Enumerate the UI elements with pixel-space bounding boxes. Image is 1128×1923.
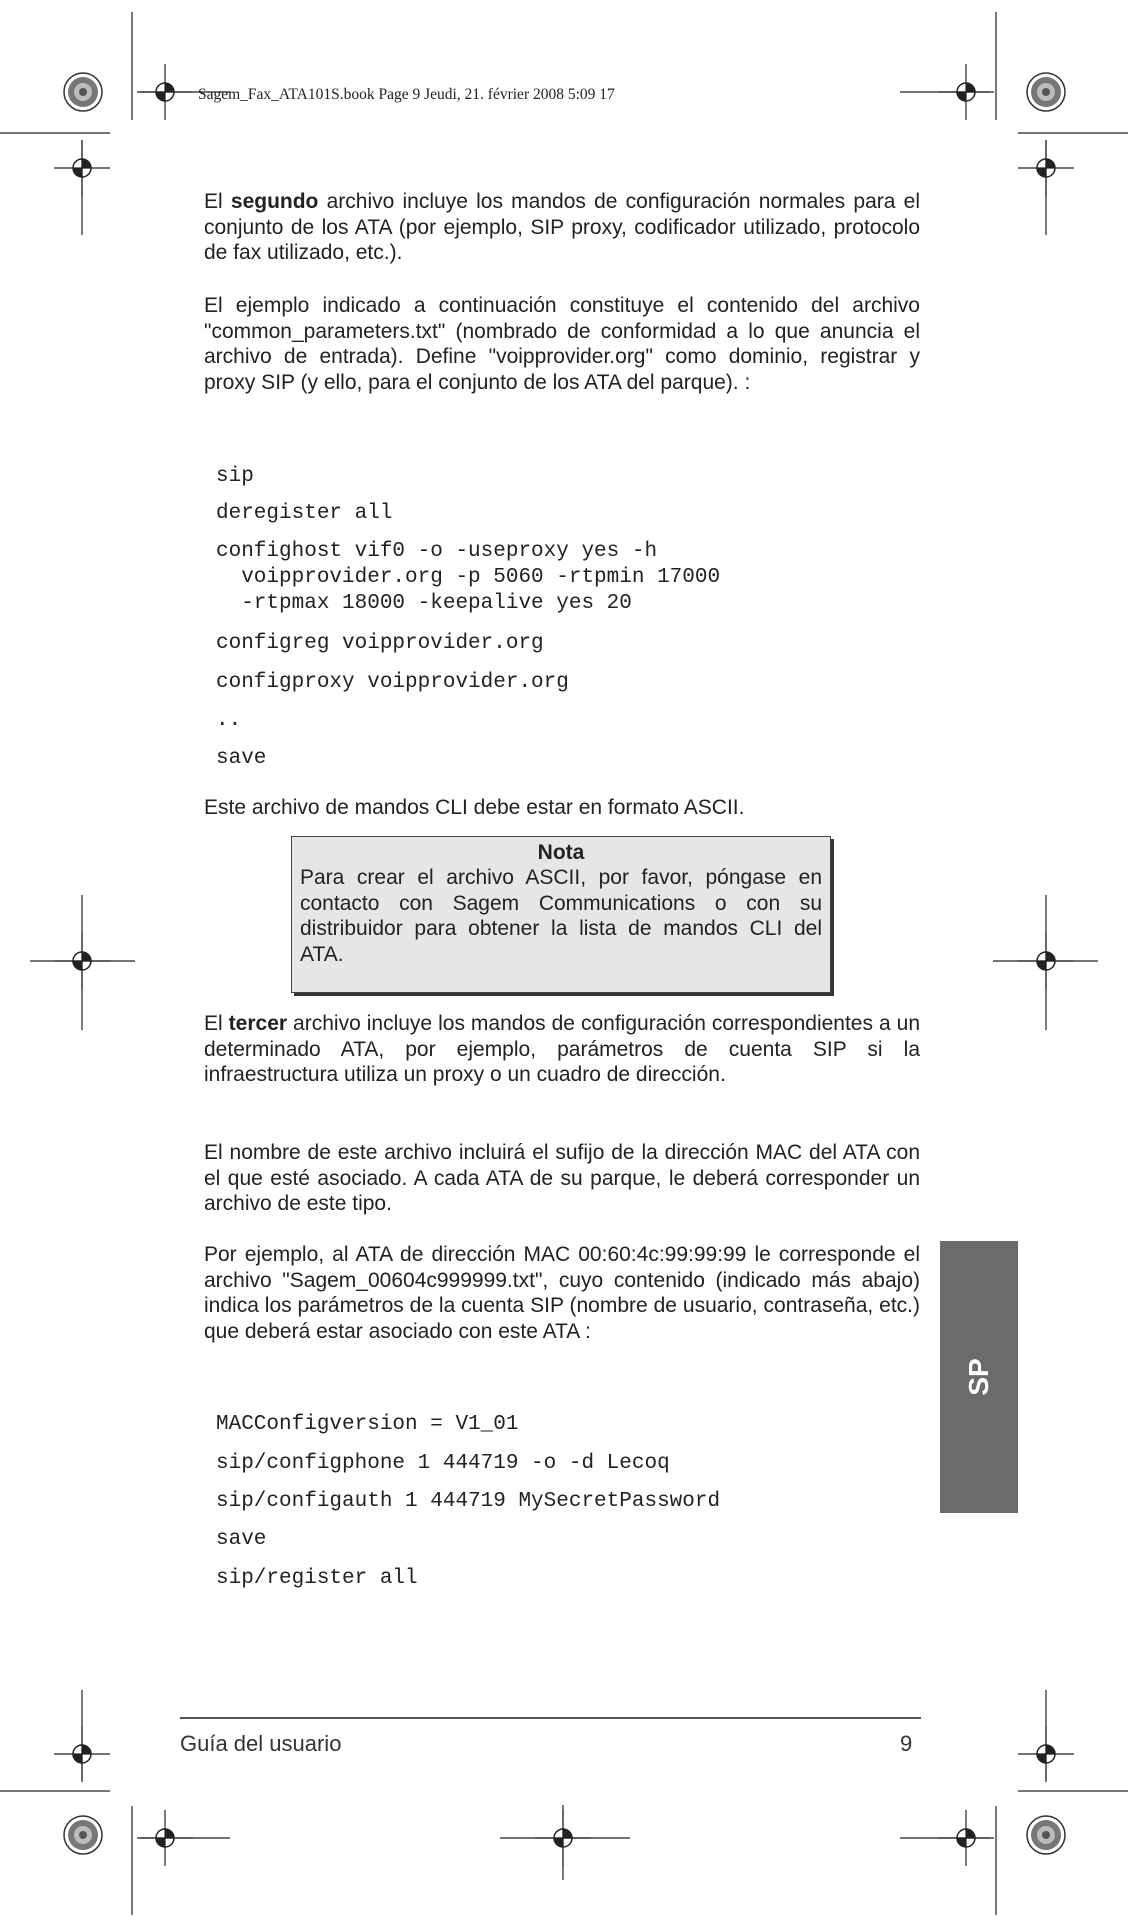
- code-line: voipprovider.org -p 5060 -rtpmin 17000: [216, 566, 721, 589]
- code-line: save: [216, 747, 267, 770]
- language-tab-label: SP: [963, 1358, 994, 1396]
- color-bar-rosette-icon: [1027, 1816, 1065, 1854]
- note-box: [291, 836, 831, 993]
- code-line: deregister all: [216, 502, 393, 525]
- code-line: configreg voipprovider.org: [216, 632, 544, 655]
- note-title: Nota: [537, 841, 585, 864]
- code-line: save: [216, 1528, 267, 1551]
- code-line: confighost vif0 -o -useproxy yes -h: [216, 540, 658, 563]
- color-bar-rosette-icon: [64, 1816, 102, 1854]
- code-line: sip/configauth 1 444719 MySecretPassword: [216, 1490, 721, 1513]
- print-header: Sagem_Fax_ATA101S.book Page 9 Jeudi, 21. février 2008 5:09 17: [198, 86, 615, 103]
- page-number: 9: [900, 1731, 913, 1756]
- paragraph-mac-example: Por ejemplo, al ATA de dirección MAC 00:60:4c:99:99:99 le corresponde el archivo "Sagem_00604c999999.txt", cuyo contenido (indicado más abajo) indica los parámetros de la cuenta SIP (nombre de usuario, contraseña, etc.) que deberá estar asociado con este ATA :: [204, 1243, 920, 1343]
- code-line: sip: [216, 465, 254, 488]
- text-run: archivo incluye los mandos de configuración correspondientes a un determinado ATA, por ejemplo, parámetros de cuenta SIP si la infraestructura utiliza un proxy o un cuadro de dirección.: [204, 1012, 920, 1086]
- paragraph-mac-suffix: El nombre de este archivo incluirá el sufijo de la dirección MAC del ATA con el que esté asociado. A cada ATA de su parque, le deberá corresponder un archivo de este tipo.: [204, 1141, 920, 1215]
- code-line: MACConfigversion = V1_01: [216, 1413, 519, 1436]
- text-run: El: [204, 190, 231, 213]
- paragraph-tercer: [204, 1011, 920, 1088]
- code-line: sip/configphone 1 444719 -o -d Lecoq: [216, 1452, 670, 1475]
- color-bar-rosette-icon: [1027, 73, 1065, 111]
- color-bar-rosette-icon: [64, 73, 102, 111]
- paragraph-segundo: [204, 189, 920, 266]
- footer-title: Guía del usuario: [180, 1731, 342, 1756]
- bold-term: segundo: [230, 190, 319, 213]
- note-text: Para crear el archivo ASCII, por favor, póngase en contacto con Sagem Communications o con su distribuidor para obtener la lista de mandos CLI del ATA.: [300, 866, 822, 966]
- text-run: El: [204, 1012, 229, 1035]
- text-run: archivo incluye los mandos de configuración normales para el conjunto de los ATA (por ejemplo, SIP proxy, codificador utilizado, protocolo de fax utilizado, etc.).: [204, 190, 920, 264]
- code-line: -rtpmax 18000 -keepalive yes 20: [216, 592, 632, 615]
- paragraph-example-intro: El ejemplo indicado a continuación constituye el contenido del archivo "common_parameters.txt" (nombrado de conformidad a lo que anuncia el archivo de entrada). Define "voipprovider.org" como dominio, registrar y proxy SIP (y ello, para el conjunto de los ATA del parque). :: [204, 294, 920, 394]
- code-line: sip/register all: [216, 1567, 418, 1590]
- paragraph-ascii-format: Este archivo de mandos CLI debe estar en formato ASCII.: [204, 796, 745, 819]
- code-line: configproxy voipprovider.org: [216, 671, 569, 694]
- language-side-tab: [940, 1241, 1018, 1513]
- code-line: ..: [216, 709, 242, 732]
- bold-term: tercer: [228, 1012, 288, 1035]
- footer-rule: [180, 1717, 921, 1719]
